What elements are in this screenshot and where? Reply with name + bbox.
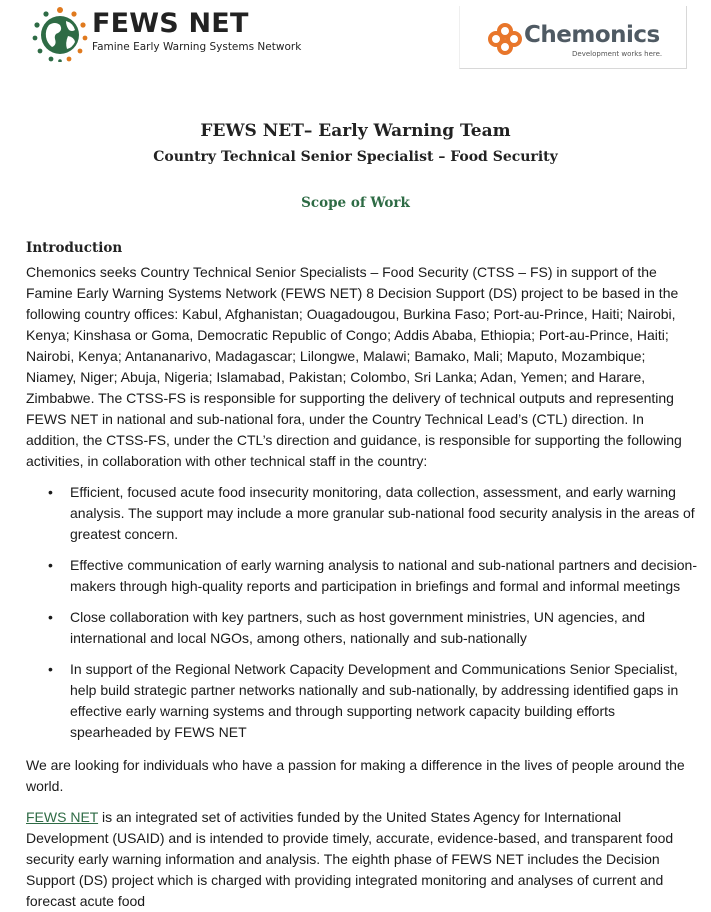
document-body [26,240,698,912]
bullet-icon: • [48,609,53,625]
list-item [26,482,698,545]
activities-list [26,482,698,743]
fews-net-link[interactable]: FEWS NET [26,809,99,825]
bullet-icon: • [48,484,53,500]
fews-net-description-text: is an integrated set of activities funded by the United States Agency for International Development (USAID) and is intended to provide timely, accurate, evidence-based, and transparent food security early warning information and analysis. The eighth phase of FEWS NET includes the Decision Support (DS) project which is charged with providing integrated monitoring and analyses of current and forecast acute food [26,809,674,909]
chemonics-mark-icon [487,22,523,56]
list-item [26,607,698,649]
globe-icon [32,6,88,62]
bullet-icon: • [48,557,53,573]
document-title: FEWS NET– Early Warning Team [200,121,511,141]
closing-paragraph: We are looking for individuals who have a passion for making a difference in the lives of people around the world. [26,757,685,794]
fews-net-logo [32,6,302,64]
list-item-text: Effective communication of early warning analysis to national and sub-national partners and decision-makers through high-quality reports and participation in briefings and formal and informal meetings [70,557,697,594]
chemonics-tagline: Development works here. [572,50,663,58]
fews-net-description [26,807,698,912]
list-item [26,555,698,597]
list-item-text: Close collaboration with key partners, such as host government ministries, UN agencies, and international and local NGOs, among others, nationally and sub-nationally [70,609,646,646]
section-title: Scope of Work [301,195,410,211]
fews-net-tagline: Famine Early Warning Systems Network [92,41,302,53]
introduction-heading: Introduction [26,240,123,256]
chemonics-logo [459,6,687,69]
chemonics-wordmark: Chemonics [524,22,660,48]
fews-net-wordmark: FEWS NET [92,8,249,39]
position-title: Country Technical Senior Specialist – Food Security [153,149,558,165]
list-item-text: Efficient, focused acute food insecurity monitoring, data collection, assessment, and early warning analysis. The support may include a more granular sub-national food security analysis in the areas of greatest concern. [70,484,695,542]
bullet-icon: • [48,661,53,677]
list-item [26,659,698,743]
list-item-text: In support of the Regional Network Capacity Development and Communications Senior Specialist, help build strategic partner networks nationally and sub-nationally, by addressing identified gaps in effective early warning systems and through supporting network capacity building efforts spearheaded by FEWS NET [70,661,679,740]
introduction-paragraph: Chemonics seeks Country Technical Senior Specialists – Food Security (CTSS – FS) in support of the Famine Early Warning Systems Network (FEWS NET) 8 Decision Support (DS) project to be based in the following country offices: Kabul, Afghanistan; Ouagadougou, Burkina Faso; Port-au-Prince, Haiti; Nairobi, Kenya; Kinshasa or Goma, Democratic Republic of Congo; Addis Ababa, Ethiopia; Port-au-Prince, Haiti; Nairobi, Kenya; Antananarivo, Madagascar; Lilongwe, Malawi; Bamako, Mali; Maputo, Mozambique; Niamey, Niger; Abuja, Nigeria; Islamabad, Pakistan; Colombo, Sri Lanka; Adan, Yemen; and Harare, Zimbabwe. The CTSS-FS is responsible for supporting the delivery of technical outputs and representing FEWS NET in national and sub-national fora, under the Country Technical Lead’s (CTL) direction. In addition, the CTSS-FS, under the CTL’s direction and guidance, is responsible for supporting the following activities, in collaboration with other technical staff in the country: [26,264,682,469]
